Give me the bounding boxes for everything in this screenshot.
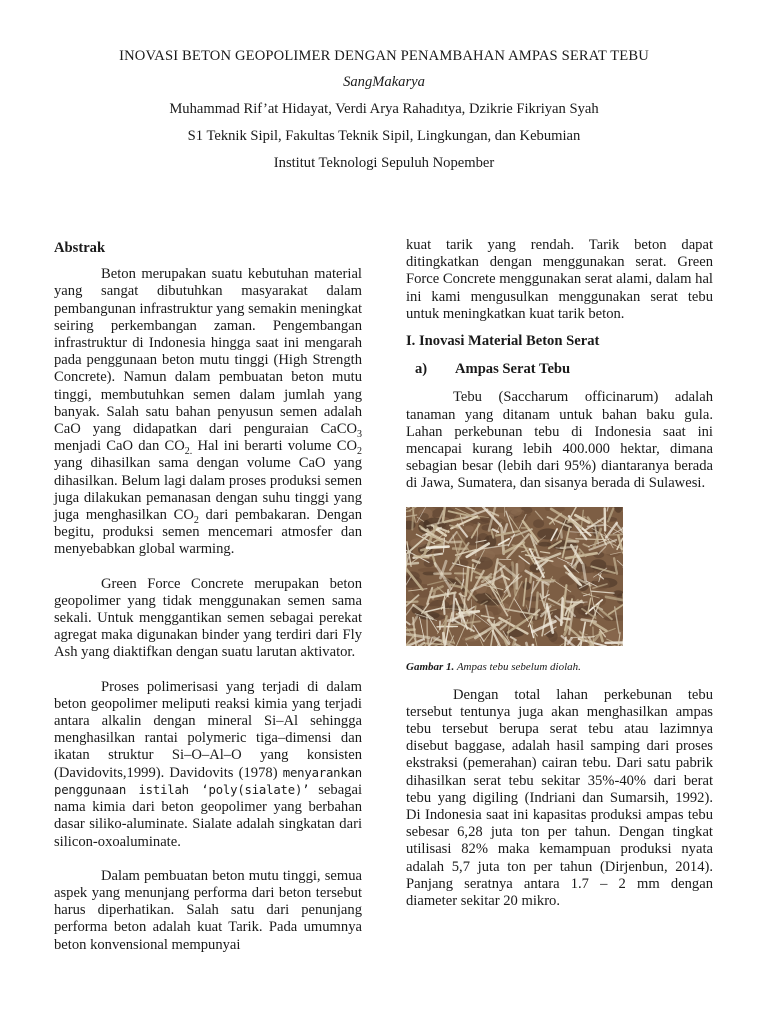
abstract-heading: Abstrak [54,240,106,256]
subsection-number: a) [415,361,428,378]
affiliation: S1 Teknik Sipil, Fakultas Teknik Sipil, Lingkungan, dan Kebumian [187,128,581,144]
left-column [54,240,362,954]
right-column [406,237,713,910]
continued-paragraph: kuat tarik yang rendah. Tarik beton dapat ditingkatkan dengan menggunakan serat. Green Force Concrete menggunakan serat alami, dalam hal ini kami mengusulkan menggunakan serat tebu untuk meningkatkan kuat tarik beton. [406,237,713,322]
subsection-heading [406,361,713,378]
figure-caption [406,660,713,674]
sugarcane-paragraph: Tebu (Saccharum officinarum) adalah tanaman yang ditanam untuk bahan baku gula. Lahan perkebunan tebu di Indonesia saat ini mencapai kurang lebih 400.000 hektar, dimana sebagian besar (lebih dari 95%) diantaranya berada di Jawa, Sumatera, dan sisanya berada di Sulawesi. [406,389,713,492]
subsection-title: Ampas Serat Tebu [455,361,571,378]
abstract-paragraph-1: Beton merupakan suatu kebutuhan material yang sangat dibutuhkan masyarakat dalam pembangunan infrastruktur yang semakin meningkat seiring perkembangan zaman. Pengembangan infrastruktur di Indonesia hingga saat ini mengarah pada penggunaan beton mutu tinggi (High Strength Concrete). Namun dalam pembuatan beton mutu tinggi, membutuhkan semen dalam jumlah yang banyak. Salah satu bahan penyusun semen adalah CaO yang didapatkan dari penguraian CaCO$_3$ menjadi CaO dan $CO_{2.}$ Hal ini berarti volume $CO_2$ yang dihasilkan sama dengan volume CaO yang dihasilkan. Belum lagi dalam proses produksi semen juga dilakukan pemanasan dengan suhu tinggi yang juga menghasilkan $CO_2$ dari pembakaran. Dengan begitu, produksi semen mencemari atmosfer dan menyebabkan global warming. [54,266,363,558]
bagasse-photo [406,507,623,646]
paper-header [0,46,768,173]
abstract-paragraph-4: Dalam pembuatan beton mutu tinggi, semua aspek yang menunjang performa dari beton tersebut harus diperhatikan. Salah satu dari penunjang performa beton adalah kuat Tarik. Pada umumnya beton konvensional mempunyai [54,867,362,953]
section-heading: I. Inovasi Material Beton Serat [406,333,600,350]
bagasse-paragraph: Dengan total lahan perkebunan tebu tersebut tentunya juga akan menghasilkan ampas tebu tersebut berupa serat tebu atau lazimnya disebut baggase, adalah hasil samping dari proses ekstraksi (pemerahan) cairan tebu. Dari satu pabrik dihasilkan serat tebu sekitar 35%-40% dari berat tebu yang digiling (Indriani dan Sumarsih, 1992). Di Indonesia saat ini kapasitas produksi ampas tebu sebesar 6,28 juta ton per tahun. Dengan tingkat utilisasi 82% maka kemampuan produksi nyata adalah 5,7 juta ton per tahun (Dirjenbun, 2014). Panjang seratnya antara 1.7 – 2 mm dengan diameter sekitar 20 mikro. [406,686,713,910]
abstract-paragraph-3: Proses polimerisasi yang terjadi di dalam beton geopolimer meliputi reaksi kimia yang terjadi antara alkalin dengan mineral Si–Al sehingga menghasilkan rantai polymeric tiga–dimensi dan ikatan struktur Si–O–Al–O yang konsisten (Davidovits,1999). Davidovits (1978) menyarankan penggunaan istilah ‘poly(sialate)’ sebagai nama kimia dari beton geopolimer yang berbahan dasar siliko-aluminate. Sialate adalah singkatan dari silicon-oxoaluminate. [54,678,362,850]
institution: Institut Teknologi Sepuluh Nopember [273,155,495,171]
paper-title: INOVASI BETON GEOPOLIMER DENGAN PENAMBAHAN AMPAS SERAT TEBU [119,48,649,64]
caption-label: Gambar 1. [406,660,455,673]
monospace-line: menyarankan penggunaan istilah ‘poly(sialate)’ [54,765,362,797]
author-list: Muhammad Rif’at Hidayat, Verdi Arya Rahadıtya, Dzikrie Fikriyan Syah [169,101,599,117]
abstract-paragraph-2: Green Force Concrete merupakan beton geopolimer yang tidak menggunakan semen sama sekali. Untuk menggantikan semen sebagai perekat agregat maka digunakan binder yang terdiri dari Fly Ash yang diaktifkan dengan suatu larutan aktivator. [54,575,362,661]
caption-text: Ampas tebu sebelum diolah. [454,660,581,673]
team-name: SangMakarya [343,74,425,90]
